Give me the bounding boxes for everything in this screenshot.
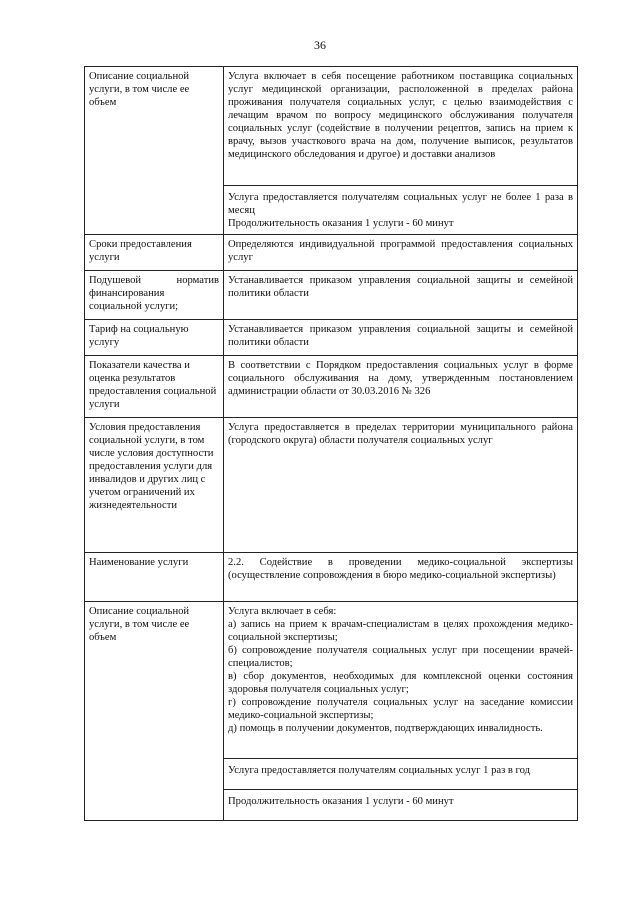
text-line: а) запись на прием к врачам-специалистам в целях прохождения медико-социальной экспертизы; <box>228 619 573 643</box>
text-line: г) сопровождение получателя социальных услуг на заседание комиссии медико-социальной экспертизы; <box>228 697 573 721</box>
row-value: Определяются индивидуальной программой предоставления социальных услуг <box>224 235 578 271</box>
row-label: Сроки предоставления услуги <box>85 235 224 271</box>
row-value: Услуга предоставляется в пределах территории муниципального района (городского округа) области получателя социальных услуг <box>224 418 578 553</box>
row-label: Подушевой норматив финансирования социальной услуги; <box>85 271 224 320</box>
text-line: в) сбор документов, необходимых для комплексной оценки состояния здоровья получателя социальных услуг; <box>228 671 573 695</box>
row-value: В соответствии с Порядком предоставления социальных услуг в форме социального обслуживания на дому, утвержденным постановлением администрации области от 30.03.2016 № 326 <box>224 356 578 418</box>
text-line: Услуга предоставляется получателям социальных услуг не более 1 раза в месяц <box>228 192 573 216</box>
table-row <box>85 271 578 320</box>
row-value: Услуга включает в себя посещение работником поставщика социальных услуг медицинской организации, расположенной в пределах района проживания получателя социальных услуг, с целью взаимодействия с лечащим врачом по вопросу медицинского обслуживания получателя социальных услуг (содействие в получении рецептов, запись на прием к врачу, вызов участкового врача на дом, получение выписок, результатов медицинского обследования и другое) и доставки анализов <box>224 67 578 186</box>
row-value <box>224 602 578 759</box>
row-value: Услуга предоставляется получателям социальных услуг 1 раз в год <box>224 759 578 790</box>
table-row <box>85 418 578 553</box>
service-table <box>84 66 578 821</box>
row-label: Наименование услуги <box>85 553 224 602</box>
page-number: 36 <box>314 38 326 52</box>
row-label: Показатели качества и оценка результатов предоставления социальной услуги <box>85 356 224 418</box>
row-value: Устанавливается приказом управления социальной защиты и семейной политики области <box>224 320 578 356</box>
text-line: Услуга включает в себя: <box>228 606 337 617</box>
row-value: Устанавливается приказом управления социальной защиты и семейной политики области <box>224 271 578 320</box>
row-value: 2.2. Содействие в проведении медико-социальной экспертизы (осуществление сопровождения в бюро медико-социальной экспертизы) <box>224 553 578 602</box>
row-value: Продолжительность оказания 1 услуги - 60 минут <box>224 790 578 821</box>
row-value <box>224 186 578 235</box>
table-row <box>85 235 578 271</box>
table-row <box>85 67 578 186</box>
table-row <box>85 602 578 759</box>
row-label: Тариф на социальную услугу <box>85 320 224 356</box>
row-label: Описание социальной услуги, в том числе ее объем <box>85 67 224 235</box>
row-label: Условия предоставления социальной услуги, в том числе условия доступности предоставления услуги для инвалидов и других лиц с учетом ограничений их жизнедеятельности <box>85 418 224 553</box>
text-line: Продолжительность оказания 1 услуги - 60 минут <box>228 218 454 229</box>
text-line: б) сопровождение получателя социальных услуг при посещении врачей-специалистов; <box>228 645 573 669</box>
text-line: д) помощь в получении документов, подтверждающих инвалидность. <box>228 723 543 734</box>
table-row <box>85 356 578 418</box>
row-label: Описание социальной услуги, в том числе ее объем <box>85 602 224 821</box>
table-row <box>85 320 578 356</box>
table-row <box>85 553 578 602</box>
